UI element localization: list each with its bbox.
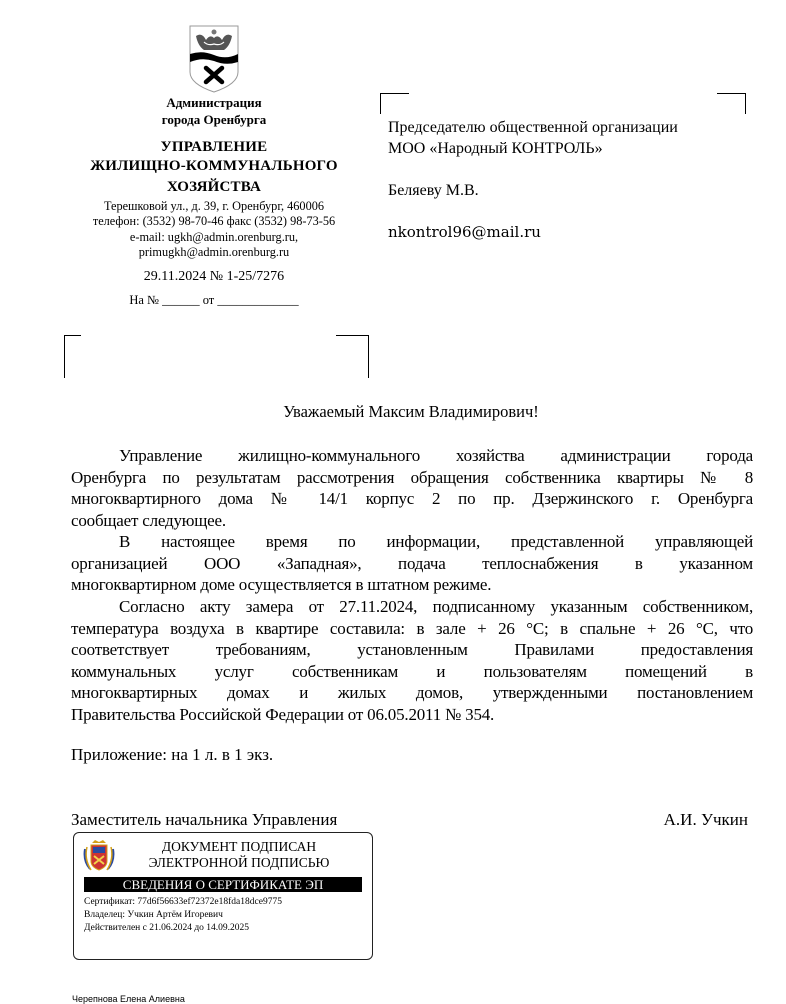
- recipient-line2: МОО «Народный КОНТРОЛЬ»: [388, 140, 603, 157]
- esig-title-line2: ЭЛЕКТРОННОЙ ПОДПИСЬЮ: [148, 855, 330, 870]
- annex-note: Приложение: на 1 л. в 1 экз.: [71, 745, 274, 764]
- paragraph-line: Управление жилищно-коммунального хозяйства администрации города: [119, 446, 753, 465]
- paragraph-line: организацией ООО «Западная», подача теплоснабжения в указанном: [71, 553, 753, 573]
- paragraph-line: Оренбурга по результатам рассмотрения обращения собственника квартиры № 8: [71, 467, 753, 487]
- salutation: Уважаемый Максим Владимирович!: [283, 402, 539, 421]
- esig-validity: Действителен с 21.06.2024 до 14.09.2025: [84, 923, 250, 933]
- paragraph-line: сообщает следующее.: [71, 510, 226, 530]
- reference-number: На № ______ от _____________: [129, 293, 299, 307]
- executor-name: Черепнова Елена Алиевна: [72, 994, 185, 1004]
- recipient-bracket-right: [717, 93, 746, 114]
- recipient-bracket-left: [380, 93, 409, 114]
- esig-title-line1: ДОКУМЕНТ ПОДПИСАН: [161, 839, 317, 854]
- paragraph-line: многоквартирных домах и жилых домов, утвержденными постановлением: [71, 683, 753, 703]
- paragraph-line: Правительства Российской Федерации от 06.05.2011 № 354.: [71, 704, 495, 724]
- paragraph-line: многоквартирного дома № 14/1 корпус 2 по пр. Дзержинского г. Оренбурга: [71, 489, 753, 509]
- dept-name-line3: ХОЗЯЙСТВА: [166, 179, 262, 195]
- dept-name-line1: УПРАВЛЕНИЕ: [160, 139, 268, 155]
- e-signature-stamp: [73, 832, 373, 960]
- paragraph-line: многоквартирном доме осуществляется в штатном режиме.: [71, 575, 492, 595]
- paragraph-line: соответствует требованиям, установленным Правилами предоставления: [71, 640, 753, 660]
- sender-address: Терешковой ул., д. 39, г. Оренбург, 460006: [103, 199, 325, 213]
- signer-role: Заместитель начальника Управления: [71, 810, 338, 829]
- paragraph-line: В настоящее время по информации, представленной управляющей: [119, 532, 753, 551]
- recipient-name: Беляеву М.В.: [388, 182, 479, 199]
- region-emblem-icon: [82, 839, 116, 873]
- sender-phones: телефон: (3532) 98-70-46 факс (3532) 98-73-56: [92, 214, 336, 228]
- dept-name-line2: ЖИЛИЩНО-КОММУНАЛЬНОГО: [90, 158, 338, 174]
- recipient-email[interactable]: nkontrol96@mail.ru: [388, 223, 541, 241]
- recipient-line1: Председателю общественной организации: [388, 119, 678, 136]
- paragraph-2: [71, 531, 753, 596]
- paragraph-line: коммунальных услуг собственникам и пользователям помещений в: [71, 661, 753, 681]
- sender-email-2[interactable]: primugkh@admin.orenburg.ru: [138, 245, 290, 259]
- sender-email-1[interactable]: e-mail: ugkh@admin.orenburg.ru,: [129, 230, 299, 244]
- coat-of-arms-icon: [186, 24, 242, 94]
- outgoing-number: 29.11.2024 № 1-25/7276: [143, 269, 285, 284]
- paragraph-1: [71, 445, 753, 531]
- admin-name-line2: города Оренбурга: [161, 112, 267, 127]
- subject-bracket-right: [336, 335, 369, 378]
- paragraph-line: температура воздуха в квартире составила: в зале + 26 °C; в спальне + 26 °C, что: [71, 618, 753, 638]
- admin-name-line1: Администрация: [166, 95, 262, 110]
- paragraph-3: [71, 596, 753, 726]
- signer-name: А.И. Учкин: [663, 810, 748, 829]
- subject-bracket-left: [64, 335, 81, 378]
- esig-certificate-number: Сертификат: 77d6f56633ef72372e18fda18dce9775: [84, 897, 282, 907]
- paragraph-line: Согласно акту замера от 27.11.2024, подписанному указанным собственником,: [119, 597, 753, 616]
- esig-owner: Владелец: Учкин Артём Игоревич: [84, 910, 223, 920]
- esig-certificate-header: СВЕДЕНИЯ О СЕРТИФИКАТЕ ЭП: [84, 877, 362, 892]
